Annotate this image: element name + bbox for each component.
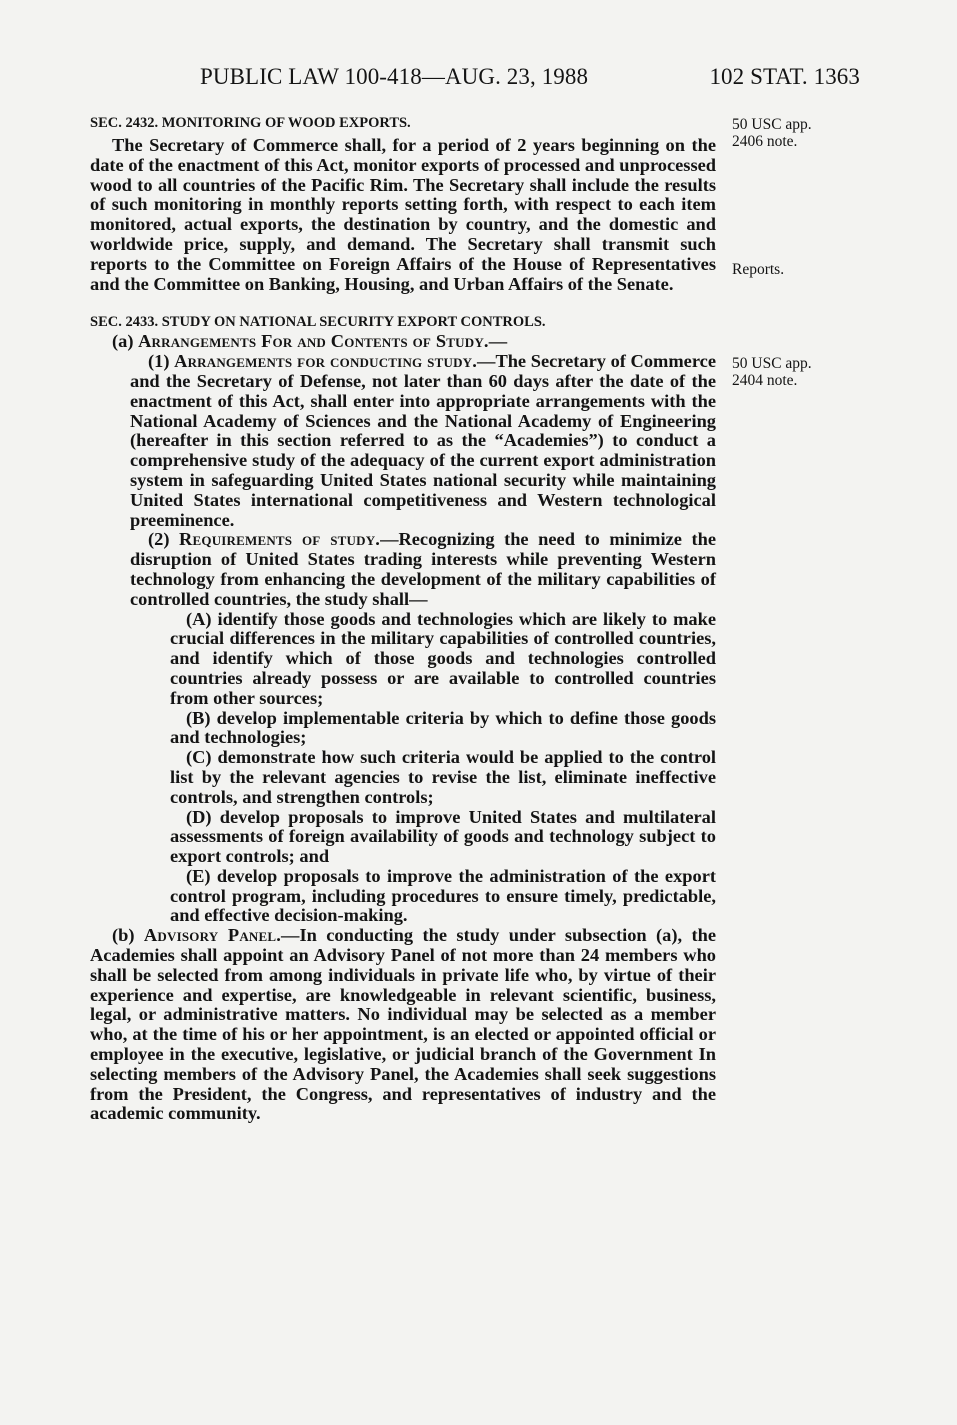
subsection-a-heading [90, 332, 716, 352]
section-2432-heading: SEC. 2432. MONITORING OF WOOD EXPORTS. [90, 115, 411, 131]
subsection-a-label: (a) [112, 331, 134, 352]
clause-A: (A) identify those goods and technologies which are likely to make crucial differences in the military capabilities of controlled countries, and identify which of those goods and technologies controlled countries already possess or are available to controlled countries from other sources; [170, 608, 716, 708]
subsection-b-label: (b) [112, 925, 135, 946]
margin-note-line: 2406 note. [732, 133, 798, 150]
margin-note-line: 2404 note. [732, 372, 798, 389]
margin-note-usc-2404 [732, 355, 842, 389]
subsection-b-title: Advisory Panel. [143, 925, 282, 946]
clause-D: (D) develop proposals to improve United States and multilateral assessments of foreign availability of goods and technology subject to export controls; and [170, 806, 716, 867]
margin-note-line: 50 USC app. [732, 355, 812, 372]
statute-body [90, 113, 716, 1124]
paragraph-a1-title: Arrangements for conducting study. [174, 351, 478, 372]
margin-note-line: 50 USC app. [732, 116, 812, 133]
paragraph-a1-text: —The Secretary of Commerce and the Secretary of Defense, not later than 60 days after the date of the enactment of this Act, shall enter into appropriate arrangements with the National Academy of Sciences and the National Academy of Engineering (hereafter in this section referred to as the “Academies”) to conduct a comprehensive study of the adequacy of the current export administration system in safeguarding United States national security while maintaining United States international competitiveness and Western technological preeminence. [130, 351, 716, 530]
paragraph-a2-label: (2) [148, 529, 170, 550]
subsection-b-text: —In conducting the study under subsection (a), the Academies shall appoint an Advisory Panel of not more than 24 members who shall be selected from among individuals in private life who, by virtue of their experience and expertise, are knowledgeable in relevant scientific, business, legal, or administrative matters. No individual may be selected as a member who, at the time of his or her appointment, is an elected or appointed official or employee in the executive, legislative, or judicial branch of the Government In selecting members of the Advisory Panel, the Academies shall seek suggestions from the President, the Congress, and representatives of industry and the academic community. [90, 925, 716, 1124]
subsection-b [90, 926, 716, 1124]
paragraph-a2-title: Requirements of study. [179, 529, 381, 550]
section-2433-heading: SEC. 2433. STUDY ON NATIONAL SECURITY EXPORT CONTROLS. [90, 314, 546, 331]
margin-note-line: Reports. [732, 261, 785, 278]
clause-E: (E) develop proposals to improve the administration of the export control program, including procedures to ensure timely, predictable, and effective decision-making. [170, 865, 716, 926]
subsection-a-title: Arrangements For and Contents of Study.— [138, 331, 508, 352]
header-stat-citation: 102 STAT. 1363 [709, 64, 860, 89]
paragraph-a2-text: —Recognizing the need to minimize the disruption of United States trading interests while preventing Western technology from enhancing the development of the military capabilities of controlled countries, the study shall— [130, 529, 716, 609]
paragraph-a1-label: (1) [148, 351, 170, 372]
page-header [200, 64, 860, 90]
margin-note-reports [732, 261, 842, 278]
clause-C: (C) demonstrate how such criteria would be applied to the control list by the relevant agencies to revise the list, eliminate ineffective controls, and strengthen controls; [170, 747, 716, 807]
section-2432-text: The Secretary of Commerce shall, for a period of 2 years beginning on the date of the enactment of this Act, monitor exports of processed and unprocessed wood to all countries of the Pacific Rim. The Secretary shall include the results of such monitoring in monthly reports setting forth, with respect to each item monitored, actual exports, the destination by country, and the domestic and worldwide price, supply, and demand. The Secretary shall transmit such reports to the Committee on Foreign Affairs of the House of Representatives and the Committee on Banking, Housing, and Urban Affairs of the Senate. [90, 135, 716, 294]
paragraph-a2 [90, 530, 716, 609]
margin-note-usc-2406 [732, 116, 842, 150]
clause-B: (B) develop implementable criteria by which to define those goods and technologies; [170, 707, 716, 748]
header-title: PUBLIC LAW 100-418—AUG. 23, 1988 [200, 64, 589, 89]
paragraph-a1 [90, 352, 716, 530]
